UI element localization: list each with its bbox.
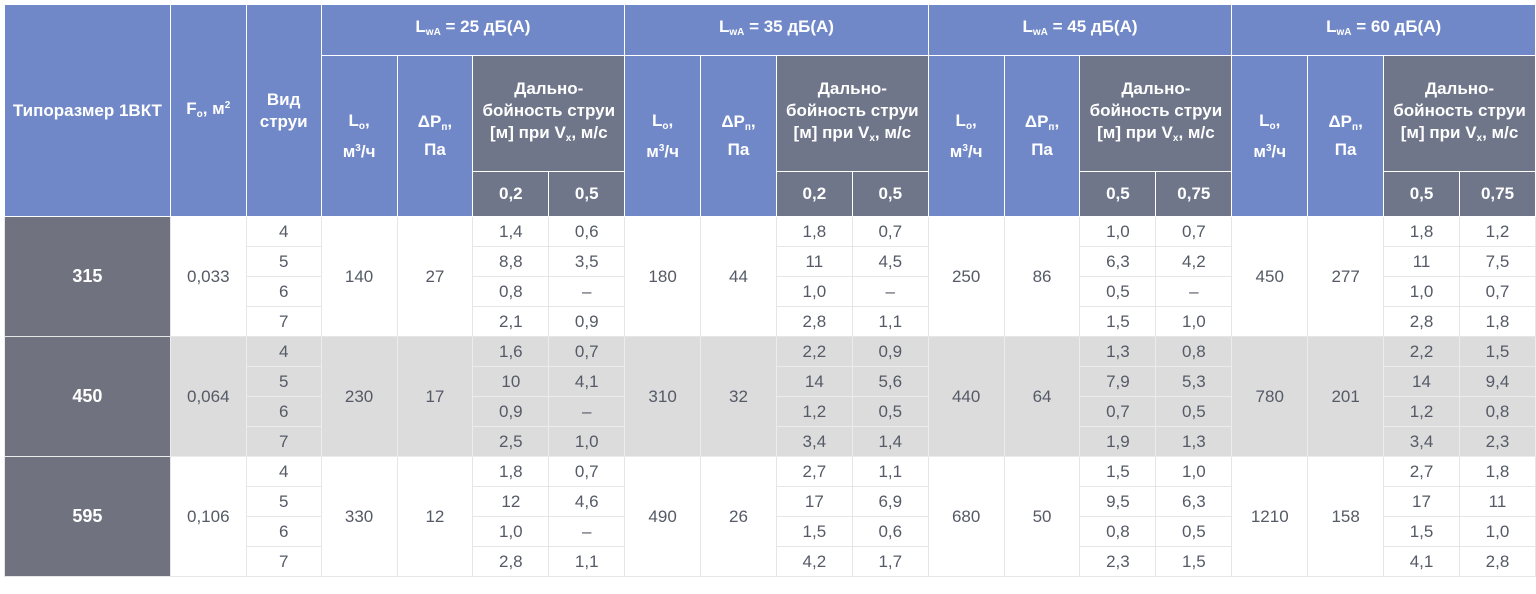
range-cell: 1,1	[549, 547, 625, 577]
area-cell: 0,033	[170, 217, 246, 337]
range-cell: 0,9	[473, 397, 549, 427]
range-cell: 1,5	[1156, 547, 1232, 577]
area-cell: 0,064	[170, 337, 246, 457]
range-cell: 0,6	[852, 517, 928, 547]
data-table	[4, 4, 1536, 577]
range-tail: , м/с	[571, 122, 608, 142]
header-flow	[1232, 56, 1308, 217]
range-cell: 0,9	[549, 307, 625, 337]
range-cell: 14	[776, 367, 852, 397]
flow-unit-tail: /ч	[967, 141, 983, 161]
pressure-cell: 158	[1308, 457, 1384, 577]
range-cell: 3,5	[549, 247, 625, 277]
header-pressure	[1308, 56, 1384, 217]
range-cell: 1,0	[1080, 217, 1156, 247]
range-cell: 10	[473, 367, 549, 397]
pressure-cell: 86	[1004, 217, 1080, 337]
range-cell: 1,0	[549, 427, 625, 457]
flow-unit: м	[949, 141, 963, 161]
jet-cell: 4	[246, 457, 321, 487]
header-area-unit: , м	[202, 99, 225, 118]
range-cell: 0,5	[1156, 517, 1232, 547]
range-cell: 6,3	[1080, 247, 1156, 277]
flow-comma: ,	[364, 110, 370, 130]
flow-comma: ,	[1275, 110, 1281, 130]
range-text: Дально-бойность струи [м] при V	[482, 78, 616, 142]
table-body	[5, 217, 1536, 577]
jet-cell: 5	[246, 247, 321, 277]
jet-cell: 6	[246, 397, 321, 427]
range-cell: 1,5	[1459, 337, 1535, 367]
range-cell: 0,8	[1080, 517, 1156, 547]
pressure-sub: п	[1352, 122, 1359, 133]
pressure-cell: 64	[1004, 337, 1080, 457]
velocity-cell: 0,5	[549, 172, 625, 217]
type-cell: 595	[5, 457, 171, 577]
range-cell: 11	[776, 247, 852, 277]
range-cell: 0,7	[549, 457, 625, 487]
group-header-2	[625, 5, 929, 56]
header-type	[5, 5, 171, 217]
pressure-comma: ,	[1054, 112, 1060, 131]
range-cell: 2,2	[1384, 337, 1460, 367]
type-cell: 315	[5, 217, 171, 337]
range-cell: 4,2	[1156, 247, 1232, 277]
group-sub: wA	[1336, 27, 1352, 38]
jet-cell: 6	[246, 517, 321, 547]
pressure-comma: ,	[1358, 112, 1363, 131]
range-cell: 2,3	[1459, 427, 1535, 457]
table-row	[5, 217, 1536, 247]
range-cell: 1,0	[1156, 307, 1232, 337]
pressure-cell: 277	[1308, 217, 1384, 337]
range-cell: 2,7	[776, 457, 852, 487]
header-pressure	[1004, 56, 1080, 217]
header-area-sub: o	[196, 109, 203, 120]
pressure-cell: 27	[397, 217, 473, 337]
range-cell: 0,7	[852, 217, 928, 247]
range-cell: 3,4	[1384, 427, 1460, 457]
range-cell: 6,3	[1156, 487, 1232, 517]
flow-sub: o	[965, 120, 973, 132]
range-cell: 1,8	[1459, 307, 1535, 337]
range-cell: 0,7	[1459, 277, 1535, 307]
flow-cell: 330	[321, 457, 397, 577]
pressure-comma: ,	[750, 112, 756, 131]
jet-cell: 7	[246, 547, 321, 577]
pressure-sub: п	[1048, 122, 1055, 133]
jet-cell: 5	[246, 487, 321, 517]
range-text: Дально-бойность струи [м] при V	[1393, 78, 1526, 142]
group-prefix: L	[415, 17, 426, 36]
flow-cell: 140	[321, 217, 397, 337]
flow-cell: 490	[625, 457, 701, 577]
range-cell: 1,5	[1080, 457, 1156, 487]
range-sub: x	[1476, 132, 1483, 144]
group-prefix: L	[1022, 17, 1033, 36]
header-range	[1384, 56, 1536, 172]
jet-cell: 4	[246, 217, 321, 247]
pressure-cell: 50	[1004, 457, 1080, 577]
group-sub: wA	[425, 27, 441, 38]
pressure-symbol: ΔP	[1024, 112, 1049, 131]
header-jet	[246, 5, 321, 217]
flow-comma: ,	[972, 110, 977, 130]
range-cell: 0,7	[1156, 217, 1232, 247]
range-cell: 1,2	[1384, 397, 1460, 427]
range-cell: 1,9	[1080, 427, 1156, 457]
group-prefix: L	[718, 17, 730, 36]
range-cell: 2,8	[1384, 307, 1460, 337]
range-cell: 1,6	[473, 337, 549, 367]
pressure-sub: п	[441, 122, 448, 133]
header-area	[170, 5, 246, 217]
range-cell: –	[1156, 277, 1232, 307]
header-flow	[625, 56, 701, 217]
range-cell: –	[549, 397, 625, 427]
range-tail: , м/с	[1178, 122, 1215, 142]
pressure-unit: Па	[1031, 140, 1053, 159]
jet-cell: 5	[246, 367, 321, 397]
flow-cell: 780	[1232, 337, 1308, 457]
range-cell: –	[852, 277, 928, 307]
group-header-4	[1232, 5, 1536, 56]
flow-unit: м	[646, 141, 659, 161]
range-cell: 14	[1384, 367, 1460, 397]
group-header-1	[321, 5, 625, 56]
range-cell: 1,3	[1156, 427, 1232, 457]
range-cell: 4,6	[549, 487, 625, 517]
range-cell: 3,4	[776, 427, 852, 457]
range-cell: 1,2	[1459, 217, 1535, 247]
range-tail: , м/с	[874, 122, 912, 142]
flow-unit-sup: 3	[1265, 142, 1272, 154]
velocity-cell: 0,5	[1384, 172, 1460, 217]
range-cell: 6,9	[852, 487, 928, 517]
range-cell: 1,5	[1080, 307, 1156, 337]
pressure-cell: 26	[701, 457, 777, 577]
group-suffix: = 25 дБ(А)	[440, 17, 531, 36]
range-cell: 5,3	[1156, 367, 1232, 397]
header-area-symbol: F	[186, 99, 197, 118]
range-cell: 8,8	[473, 247, 549, 277]
header-range	[473, 56, 625, 172]
table-row	[5, 457, 1536, 487]
range-cell: 1,4	[852, 427, 928, 457]
range-cell: 11	[1384, 247, 1460, 277]
group-suffix: = 60 дБ(А)	[1351, 17, 1442, 36]
flow-unit-tail: /ч	[360, 141, 376, 161]
range-sub: x	[869, 132, 875, 144]
flow-symbol: L	[955, 110, 966, 130]
velocity-cell: 0,75	[1459, 172, 1535, 217]
flow-cell: 250	[928, 217, 1004, 337]
flow-symbol: L	[1259, 110, 1270, 130]
range-cell: 11	[1459, 487, 1535, 517]
range-text: Дально-бойность струи [м] при V	[786, 78, 919, 142]
range-cell: 9,4	[1459, 367, 1535, 397]
pressure-cell: 17	[397, 337, 473, 457]
flow-unit-tail: /ч	[1271, 141, 1287, 161]
range-cell: 7,9	[1080, 367, 1156, 397]
range-cell: 2,8	[473, 547, 549, 577]
range-cell: 0,5	[1156, 397, 1232, 427]
header-pressure	[701, 56, 777, 217]
header-pressure	[397, 56, 473, 217]
flow-cell: 680	[928, 457, 1004, 577]
range-cell: 17	[776, 487, 852, 517]
flow-cell: 180	[625, 217, 701, 337]
flow-cell: 310	[625, 337, 701, 457]
pressure-unit: Па	[1334, 140, 1357, 159]
flow-unit: м	[342, 141, 356, 161]
range-text: Дально-бойность струи [м] при V	[1089, 78, 1223, 142]
range-cell: 0,6	[549, 217, 625, 247]
range-cell: 4,2	[776, 547, 852, 577]
range-cell: 4,1	[1384, 547, 1460, 577]
flow-comma: ,	[668, 110, 674, 130]
range-cell: 12	[473, 487, 549, 517]
range-cell: 1,5	[776, 517, 852, 547]
range-cell: 0,8	[473, 277, 549, 307]
flow-symbol: L	[652, 110, 663, 130]
flow-sub: o	[1269, 120, 1276, 132]
range-cell: –	[549, 517, 625, 547]
range-cell: 1,0	[473, 517, 549, 547]
area-cell: 0,106	[170, 457, 246, 577]
range-cell: 1,3	[1080, 337, 1156, 367]
jet-cell: 6	[246, 277, 321, 307]
range-cell: 4,5	[852, 247, 928, 277]
range-cell: 0,5	[1080, 277, 1156, 307]
range-cell: 2,3	[1080, 547, 1156, 577]
flow-cell: 1210	[1232, 457, 1308, 577]
range-cell: 1,0	[1156, 457, 1232, 487]
range-sub: x	[1172, 132, 1179, 144]
range-cell: 1,0	[1459, 517, 1535, 547]
range-cell: 1,5	[1384, 517, 1460, 547]
flow-cell: 450	[1232, 217, 1308, 337]
pressure-unit: Па	[424, 140, 446, 159]
velocity-cell: 0,75	[1156, 172, 1232, 217]
range-cell: 1,8	[776, 217, 852, 247]
header-type-label: Типоразмер 1ВКТ	[12, 100, 162, 120]
pressure-cell: 201	[1308, 337, 1384, 457]
flow-sub: o	[662, 120, 669, 132]
flow-unit: м	[1253, 141, 1266, 161]
group-prefix: L	[1326, 17, 1337, 36]
range-sub: x	[565, 132, 572, 144]
velocity-cell: 0,2	[473, 172, 549, 217]
header-jet-label: Вид струи	[259, 89, 308, 131]
range-cell: 1,2	[776, 397, 852, 427]
pressure-cell: 32	[701, 337, 777, 457]
range-cell: 2,8	[1459, 547, 1535, 577]
range-cell: 1,1	[852, 457, 928, 487]
header-area-sup: 2	[224, 100, 231, 111]
range-cell: 1,8	[473, 457, 549, 487]
group-header-3	[928, 5, 1232, 56]
range-cell: 1,1	[852, 307, 928, 337]
range-cell: 7,5	[1459, 247, 1535, 277]
range-cell: 0,8	[1459, 397, 1535, 427]
range-cell: –	[549, 277, 625, 307]
group-sub: wA	[729, 27, 745, 38]
header-range	[1080, 56, 1232, 172]
range-cell: 5,6	[852, 367, 928, 397]
header-flow	[321, 56, 397, 217]
jet-cell: 4	[246, 337, 321, 367]
jet-cell: 7	[246, 427, 321, 457]
range-cell: 0,7	[1080, 397, 1156, 427]
pressure-cell: 12	[397, 457, 473, 577]
range-cell: 2,5	[473, 427, 549, 457]
range-cell: 4,1	[549, 367, 625, 397]
flow-unit-sup: 3	[658, 142, 665, 154]
velocity-cell: 0,2	[776, 172, 852, 217]
flow-symbol: L	[348, 110, 359, 130]
pressure-unit: Па	[727, 140, 750, 159]
pressure-sub: п	[744, 122, 751, 133]
flow-unit-sup: 3	[962, 142, 968, 154]
type-cell: 450	[5, 337, 171, 457]
range-cell: 1,7	[852, 547, 928, 577]
pressure-cell: 44	[701, 217, 777, 337]
group-suffix: = 35 дБ(А)	[744, 17, 834, 36]
flow-cell: 230	[321, 337, 397, 457]
range-cell: 2,7	[1384, 457, 1460, 487]
pressure-symbol: ΔP	[1328, 112, 1353, 131]
range-cell: 1,8	[1459, 457, 1535, 487]
velocity-cell: 0,5	[1080, 172, 1156, 217]
range-cell: 2,1	[473, 307, 549, 337]
pressure-symbol: ΔP	[417, 112, 442, 131]
range-cell: 9,5	[1080, 487, 1156, 517]
flow-unit-sup: 3	[355, 142, 361, 154]
pressure-comma: ,	[447, 112, 453, 131]
range-cell: 1,0	[1384, 277, 1460, 307]
header-flow	[928, 56, 1004, 217]
header-range	[776, 56, 928, 172]
range-cell: 17	[1384, 487, 1460, 517]
group-suffix: = 45 дБ(А)	[1047, 17, 1138, 36]
group-sub: wA	[1032, 27, 1048, 38]
range-cell: 2,2	[776, 337, 852, 367]
flow-sub: o	[358, 120, 365, 132]
range-cell: 0,7	[549, 337, 625, 367]
velocity-cell: 0,5	[852, 172, 928, 217]
range-cell: 0,8	[1156, 337, 1232, 367]
range-tail: , м/с	[1482, 122, 1519, 142]
jet-cell: 7	[246, 307, 321, 337]
range-cell: 2,8	[776, 307, 852, 337]
range-cell: 1,0	[776, 277, 852, 307]
flow-unit-tail: /ч	[664, 141, 679, 161]
range-cell: 1,8	[1384, 217, 1460, 247]
range-cell: 1,4	[473, 217, 549, 247]
range-cell: 0,5	[852, 397, 928, 427]
table-row	[5, 337, 1536, 367]
flow-cell: 440	[928, 337, 1004, 457]
pressure-symbol: ΔP	[721, 112, 745, 131]
range-cell: 0,9	[852, 337, 928, 367]
